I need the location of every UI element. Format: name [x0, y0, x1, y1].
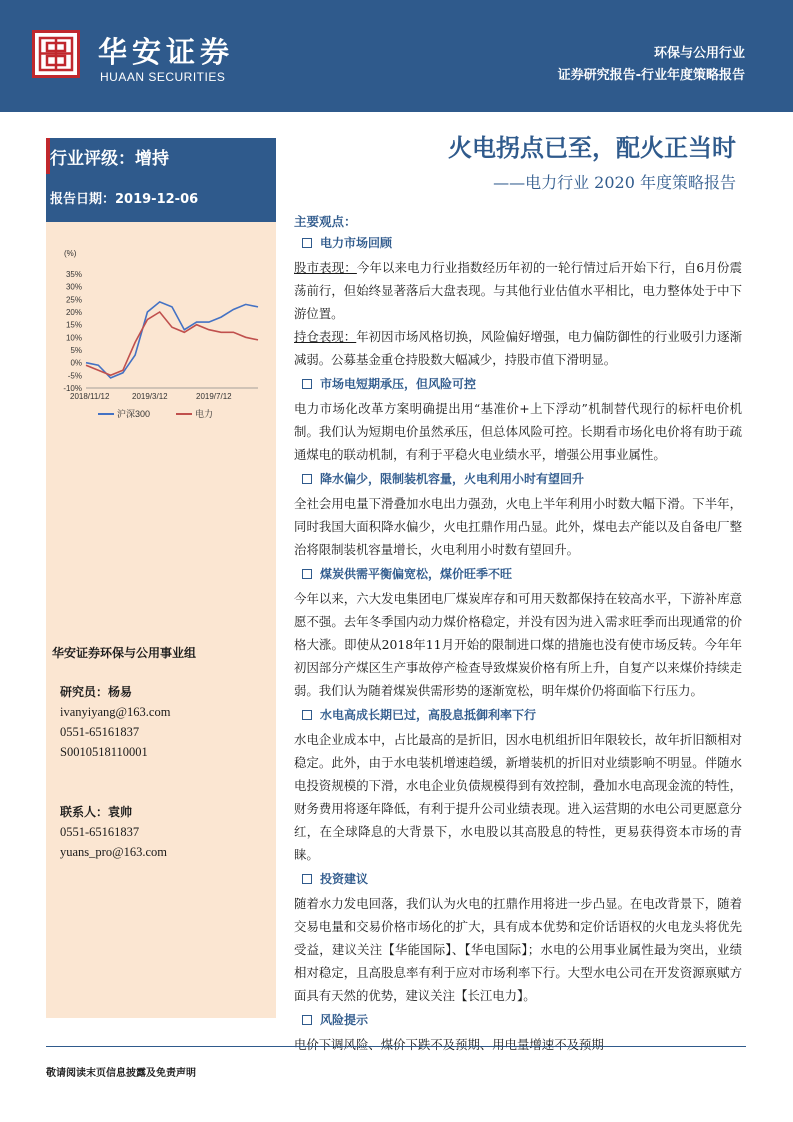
paragraph: 股市表现：今年以来电力行业指数经历年初的一轮行情过后开始下行，自6月份震荡前行，但始终显著落后大盘表现。与其他行业估值水平相比，电力整体处于中下游位置。 — [294, 260, 742, 321]
checkbox-icon — [302, 238, 312, 248]
section-title: 风险提示 — [302, 1011, 742, 1029]
checkbox-icon — [302, 379, 312, 389]
performance-chart-svg — [46, 238, 276, 448]
industry-label: 环保与公用行业 — [653, 46, 745, 61]
report-header — [0, 0, 793, 112]
chart-y-tick-label: 15% — [65, 320, 82, 330]
chart-y-tick-label: 20% — [65, 308, 82, 317]
chart-x-tick-label: 2018/11/12 — [70, 392, 110, 401]
paragraph: 全社会用电量下滑叠加水电出力强劲，火电上半年利用小时数大幅下滑。下半年，同时我国大面积降水偏少，火电扛鼎作用凸显。此外，煤电去产能以及自备电厂整治将限制装机容量增长，火电利用小时数有望回升。 — [294, 496, 742, 557]
paragraph: 持仓表现：年初因市场风格切换，风险偏好增强，电力偏防御性的行业吸引力逐渐减弱。公募基金重仓持股数大幅减少，持股市值下滑明显。 — [294, 329, 743, 367]
chart-series-line-1 — [86, 312, 258, 375]
analyst-email: ivanyiyang@163.com — [60, 705, 171, 719]
chart-y-tick-label: -5% — [67, 371, 82, 381]
section-title: 水电高成长期已过，高股息抵御利率下行 — [302, 706, 742, 724]
checkbox-icon — [302, 569, 312, 579]
report-subtitle: ——电力行业 2020 年度策略报告 — [493, 173, 736, 192]
analyst-cert: S0010518110001 — [60, 745, 148, 759]
contact-title: 联系人：袁帅 — [60, 805, 133, 819]
logo-seal-icon — [38, 36, 74, 72]
contact-block — [60, 802, 167, 862]
section-title: 降水偏少，限制装机容量，火电利用小时有望回升 — [302, 470, 742, 488]
research-group-title: 华安证券环保与公用事业组 — [52, 646, 197, 660]
huaan-logo-icon — [32, 30, 80, 78]
paragraph: 电力市场化改革方案明确提出用“基准价+上下浮动”机制替代现行的标杆电价机制。我们认为短期电价虽然承压，但总体风险可控。长期看市场化电价将有助于疏通煤电的联动机制，有利于平稳火电业绩水平，增强公用事业属性。 — [294, 401, 742, 462]
section-title: 煤炭供需平衡偏宽松，煤价旺季不旺 — [302, 565, 742, 583]
performance-chart — [46, 238, 276, 448]
checkbox-icon — [302, 710, 312, 720]
chart-legend-label: 沪深300 — [117, 409, 151, 419]
chart-y-tick-label: 5% — [70, 346, 82, 355]
sidebar — [46, 138, 276, 1018]
chart-y-tick-label: 35% — [65, 270, 82, 279]
analyst-title: 研究员：杨易 — [60, 685, 133, 699]
chart-y-tick-label: 10% — [65, 333, 82, 343]
footer-divider — [46, 1046, 746, 1047]
report-date: 报告日期：2019-12-06 — [46, 174, 276, 222]
chart-unit-label: (%) — [64, 249, 77, 258]
paragraph: 今年以来，六大发电集团电厂煤炭库存和可用天数都保持在较高水平，下游补库意愿不强。去年冬季国内动力煤价格稳定，并没有因为进入需求旺季而出现通常的价格大涨。即使从2018年11月开始的限制进口煤的措施也没有使市场反转。今年年初因部分产煤区生产事故停产检查导致煤炭价格有所上升，自复产以来煤价持续走弱。我们认为随着煤炭供需形势的逐渐宽松，明年煤价仍将面临下行压力。 — [294, 591, 742, 698]
key-points-heading: 主要观点： — [294, 214, 357, 229]
chart-y-tick-label: -10% — [63, 384, 82, 393]
chart-y-tick-label: 30% — [65, 282, 82, 292]
checkbox-icon — [302, 874, 312, 884]
contact-email: yuans_pro@163.com — [60, 845, 167, 859]
contact-phone: 0551-65161837 — [60, 825, 140, 839]
analyst-phone: 0551-65161837 — [60, 725, 140, 739]
chart-series-line-0 — [86, 302, 258, 378]
section-title: 电力市场回顾 — [302, 234, 742, 252]
report-type-label: 证券研究报告-行业年度策略报告 — [557, 68, 745, 83]
checkbox-icon — [302, 474, 312, 484]
industry-rating: 行业评级：增持 — [46, 138, 276, 174]
section-title: 市场电短期承压，但风险可控 — [302, 375, 742, 393]
report-title: 火电拐点已至，配火正当时 — [448, 134, 736, 162]
chart-x-tick-label: 2019/3/12 — [132, 392, 168, 401]
checkbox-icon — [302, 1015, 312, 1025]
section-title: 投资建议 — [302, 870, 742, 888]
chart-x-tick-label: 2019/7/12 — [196, 392, 232, 401]
brand-name-cn: 华安证券 — [98, 35, 235, 69]
analyst-block — [60, 682, 170, 762]
paragraph: 电价下调风险、煤价下跌不及预期、用电量增速不及预期 — [294, 1037, 604, 1052]
chart-y-tick-label: 0% — [70, 358, 82, 368]
chart-legend-label: 电力 — [195, 409, 214, 419]
chart-y-tick-label: 25% — [65, 295, 82, 305]
disclaimer-link[interactable]: 敬请阅读末页信息披露及免责声明 — [46, 1068, 196, 1079]
paragraph: 水电企业成本中，占比最高的是折旧，因水电机组折旧年限较长，故年折旧额相对稳定。此外，由于水电装机增速趋缓，新增装机的折旧对业绩影响不明显。伴随水电投资规模的下滑，水电企业负债规模得到有效控制，叠加水电高现金流的特性，财务费用将逐年降低，有利于提升公司业绩表现。进入运营期的水电公司更愿意分红，在全球降息的大背景下，水电股以其高股息的特性，更易获得资本市场的青睐。 — [294, 732, 742, 862]
paragraph: 随着水力发电回落，我们认为火电的扛鼎作用将进一步凸显。在电改背景下，随着交易电量和交易价格市场化的扩大，具有成本优势和定价话语权的火电龙头将优先受益，建议关注【华能国际】、【华电国际】；水电的公用事业属性最为突出，业绩相对稳定，且高股息率有利于应对市场利率下行。大型水电公司在开发资源禀赋方面具有天然的优势，建议关注【长江电力】。 — [294, 896, 742, 1003]
main-content — [294, 210, 742, 1056]
brand-name-en: HUAAN SECURITIES — [100, 70, 226, 84]
